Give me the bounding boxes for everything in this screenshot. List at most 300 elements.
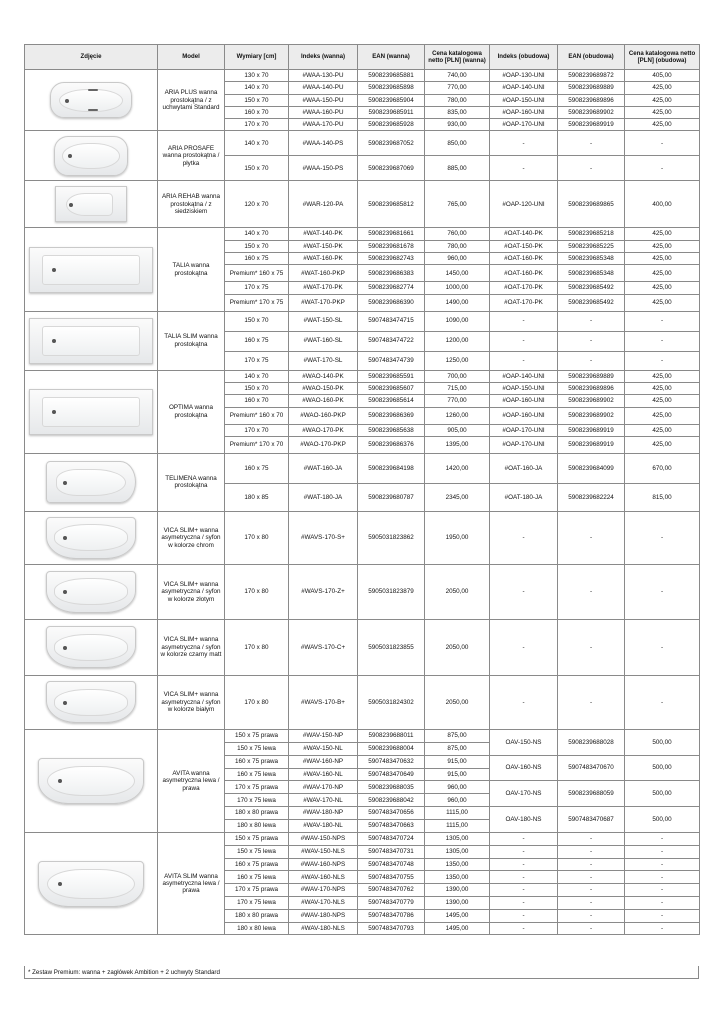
tub-index-cell: #WAV-160-NPS (289, 858, 358, 871)
product-photo-cell (25, 131, 158, 181)
panel-ean-cell: - (558, 884, 625, 897)
model-cell: TALIA wanna prostokątna (158, 228, 225, 311)
table-row (25, 832, 700, 845)
header-row (25, 45, 700, 70)
tub-ean-cell: 5908239687052 (358, 131, 425, 156)
tub-ean-cell: 5908239686369 (358, 407, 425, 424)
panel-price-cell: 425,00 (625, 106, 700, 118)
tub-ean-cell: 5905031823879 (358, 564, 425, 619)
tub-index-cell: #WAV-170-NL (289, 794, 358, 807)
tub-price-cell: 780,00 (425, 94, 490, 106)
dimensions-cell: 170 x 70 (225, 119, 289, 131)
panel-index-cell: #OAT-160-JA (490, 453, 558, 483)
tub-price-cell: 960,00 (425, 781, 490, 794)
tub-index-cell: #WAA-170-PU (289, 119, 358, 131)
tub-ean-cell: 5908239686383 (358, 265, 425, 282)
panel-ean-cell: 5908239685348 (558, 253, 625, 265)
panel-price-cell: 425,00 (625, 424, 700, 436)
tub-ean-cell: 5908239682743 (358, 253, 425, 265)
table-row (25, 453, 700, 483)
panel-index-cell: #OAP-150-UNI (490, 382, 558, 394)
table-row (25, 70, 700, 82)
panel-index-cell: #OAT-140-PK (490, 228, 558, 240)
tub-index-cell: #WAO-140-PK (289, 370, 358, 382)
panel-ean-cell: 5907483470670 (558, 755, 625, 781)
dimensions-cell: 140 x 70 (225, 228, 289, 240)
tub-price-cell: 770,00 (425, 82, 490, 94)
tub-index-cell: #WAT-170-PK (289, 282, 358, 294)
tub-price-cell: 2050,00 (425, 564, 490, 619)
dimensions-cell: 170 x 75 prawa (225, 884, 289, 897)
panel-index-cell: - (490, 156, 558, 181)
tub-ean-cell: 5908239681678 (358, 240, 425, 252)
bathtub-icon (29, 318, 153, 364)
panel-ean-cell: - (558, 871, 625, 884)
tub-price-cell: 930,00 (425, 119, 490, 131)
panel-ean-cell: - (558, 131, 625, 156)
tub-price-cell: 700,00 (425, 370, 490, 382)
panel-index-cell: - (490, 845, 558, 858)
panel-price-cell: 425,00 (625, 240, 700, 252)
drain-icon (52, 410, 56, 414)
tub-price-cell: 1420,00 (425, 453, 490, 483)
panel-index-cell: - (490, 922, 558, 935)
header-index-tub: Indeks (wanna) (289, 45, 358, 70)
tub-ean-cell: 5908239685928 (358, 119, 425, 131)
panel-price-cell: 425,00 (625, 119, 700, 131)
panel-ean-cell: - (558, 675, 625, 729)
panel-ean-cell: - (558, 858, 625, 871)
tub-index-cell: #WAVS-170-Z+ (289, 564, 358, 619)
dimensions-cell: 170 x 80 (225, 619, 289, 675)
tub-ean-cell: 5908239685614 (358, 395, 425, 407)
panel-ean-cell: - (558, 156, 625, 181)
tub-price-cell: 1490,00 (425, 294, 490, 311)
tub-ean-cell: 5908239684198 (358, 453, 425, 483)
panel-index-cell: OAV-180-NS (490, 807, 558, 833)
tub-index-cell: #WAA-140-PS (289, 131, 358, 156)
tub-price-cell: 1260,00 (425, 407, 490, 424)
panel-price-cell: 500,00 (625, 729, 700, 755)
drain-icon (52, 339, 56, 343)
dimensions-cell: 170 x 80 (225, 675, 289, 729)
panel-index-cell: #OAP-160-UNI (490, 407, 558, 424)
tub-ean-cell: 5908239685904 (358, 94, 425, 106)
dimensions-cell: 180 x 85 (225, 483, 289, 511)
panel-price-cell: 425,00 (625, 253, 700, 265)
panel-ean-cell: 5908239689872 (558, 70, 625, 82)
tub-ean-cell: 5907483470755 (358, 871, 425, 884)
bathtub-icon (46, 571, 136, 613)
panel-ean-cell: 5908239689902 (558, 106, 625, 118)
tub-index-cell: #WAV-150-NPS (289, 832, 358, 845)
tub-index-cell: #WAO-170-PK (289, 424, 358, 436)
product-photo-cell (25, 675, 158, 729)
tub-price-cell: 1390,00 (425, 884, 490, 897)
model-cell: TELIMENA wanna prostokątna (158, 453, 225, 511)
dimensions-cell: 180 x 80 lewa (225, 922, 289, 935)
dimensions-cell: 150 x 70 (225, 156, 289, 181)
panel-ean-cell: 5908239689896 (558, 382, 625, 394)
tub-price-cell: 915,00 (425, 755, 490, 768)
panel-index-cell: #OAT-170-PK (490, 282, 558, 294)
tub-price-cell: 740,00 (425, 70, 490, 82)
panel-price-cell: 400,00 (625, 181, 700, 228)
dimensions-cell: 180 x 80 prawa (225, 909, 289, 922)
panel-ean-cell: - (558, 845, 625, 858)
dimensions-cell: Premium* 160 x 75 (225, 265, 289, 282)
panel-ean-cell: 5908239689865 (558, 181, 625, 228)
panel-index-cell: - (490, 832, 558, 845)
drain-icon (52, 268, 56, 272)
tub-index-cell: #WAV-170-NPS (289, 884, 358, 897)
product-photo-cell (25, 619, 158, 675)
panel-index-cell: - (490, 675, 558, 729)
panel-index-cell: - (490, 619, 558, 675)
tub-index-cell: #WAO-170-PKP (289, 436, 358, 453)
panel-index-cell: OAV-150-NS (490, 729, 558, 755)
tub-price-cell: 835,00 (425, 106, 490, 118)
panel-price-cell: 425,00 (625, 94, 700, 106)
tub-price-cell: 885,00 (425, 156, 490, 181)
tub-ean-cell: 5907483474715 (358, 311, 425, 331)
tub-price-cell: 1250,00 (425, 351, 490, 370)
tub-index-cell: #WAO-150-PK (289, 382, 358, 394)
tub-index-cell: #WAT-150-PK (289, 240, 358, 252)
header-ean-panel: EAN (obudowa) (558, 45, 625, 70)
tub-price-cell: 1350,00 (425, 871, 490, 884)
bathtub-icon (55, 186, 127, 222)
panel-index-cell: #OAT-160-PK (490, 253, 558, 265)
panel-ean-cell: - (558, 564, 625, 619)
tub-ean-cell: 5908239682774 (358, 282, 425, 294)
tub-price-cell: 1350,00 (425, 858, 490, 871)
panel-index-cell: - (490, 884, 558, 897)
tub-price-cell: 875,00 (425, 742, 490, 755)
dimensions-cell: 150 x 75 lewa (225, 742, 289, 755)
tub-price-cell: 770,00 (425, 395, 490, 407)
product-photo-cell (25, 832, 158, 934)
tub-price-cell: 2050,00 (425, 619, 490, 675)
tub-ean-cell: 5907483470748 (358, 858, 425, 871)
dimensions-cell: 150 x 70 (225, 382, 289, 394)
tub-price-cell: 715,00 (425, 382, 490, 394)
tub-ean-cell: 5908239688035 (358, 781, 425, 794)
tub-price-cell: 760,00 (425, 228, 490, 240)
tub-price-cell: 1115,00 (425, 820, 490, 833)
panel-price-cell: 425,00 (625, 265, 700, 282)
panel-price-cell: 500,00 (625, 807, 700, 833)
model-cell: AVITA wanna asymetryczna lewa / prawa (158, 729, 225, 832)
panel-ean-cell: 5908239685492 (558, 294, 625, 311)
table-row (25, 511, 700, 564)
drain-icon (58, 882, 62, 886)
panel-ean-cell: 5908239685348 (558, 265, 625, 282)
drain-icon (63, 481, 67, 485)
panel-ean-cell: 5908239685225 (558, 240, 625, 252)
bathtub-icon (38, 861, 144, 907)
header-index-panel: Indeks (obudowa) (490, 45, 558, 70)
dimensions-cell: 160 x 75 (225, 453, 289, 483)
bathtub-icon (54, 136, 128, 176)
product-photo-cell (25, 370, 158, 453)
model-cell: VICA SLIM+ wanna asymetryczna / syfon w kolorze czarny matt (158, 619, 225, 675)
table-row (25, 131, 700, 156)
tub-price-cell: 1395,00 (425, 436, 490, 453)
panel-price-cell: - (625, 351, 700, 370)
panel-ean-cell: - (558, 896, 625, 909)
model-cell: VICA SLIM+ wanna asymetryczna / syfon w kolorze białym (158, 675, 225, 729)
tub-index-cell: #WAV-160-NP (289, 755, 358, 768)
panel-index-cell: #OAT-180-JA (490, 483, 558, 511)
tub-ean-cell: 5908239685591 (358, 370, 425, 382)
panel-price-cell: - (625, 311, 700, 331)
tub-index-cell: #WAVS-170-S+ (289, 511, 358, 564)
dimensions-cell: 150 x 75 prawa (225, 729, 289, 742)
dimensions-cell: 140 x 70 (225, 370, 289, 382)
tub-index-cell: #WAV-160-NLS (289, 871, 358, 884)
panel-price-cell: 425,00 (625, 436, 700, 453)
tub-ean-cell: 5907483470793 (358, 922, 425, 935)
panel-index-cell: OAV-160-NS (490, 755, 558, 781)
panel-index-cell: #OAP-170-UNI (490, 119, 558, 131)
tub-ean-cell: 5908239681661 (358, 228, 425, 240)
tub-ean-cell: 5907483474739 (358, 351, 425, 370)
tub-index-cell: #WAT-180-JA (289, 483, 358, 511)
panel-ean-cell: 5908239689889 (558, 370, 625, 382)
dimensions-cell: 170 x 75 lewa (225, 896, 289, 909)
panel-price-cell: - (625, 909, 700, 922)
bathtub-icon (46, 681, 136, 723)
panel-price-cell: - (625, 511, 700, 564)
panel-price-cell: - (625, 156, 700, 181)
panel-price-cell: - (625, 619, 700, 675)
tub-ean-cell: 5907483470649 (358, 768, 425, 781)
tub-index-cell: #WAA-130-PU (289, 70, 358, 82)
tub-index-cell: #WAT-170-PKP (289, 294, 358, 311)
tub-index-cell: #WAV-180-NLS (289, 922, 358, 935)
tub-price-cell: 915,00 (425, 768, 490, 781)
tub-index-cell: #WAV-150-NLS (289, 845, 358, 858)
dimensions-cell: Premium* 170 x 70 (225, 436, 289, 453)
tub-price-cell: 960,00 (425, 253, 490, 265)
tub-price-cell: 850,00 (425, 131, 490, 156)
product-photo-cell (25, 181, 158, 228)
tub-index-cell: #WAV-150-NL (289, 742, 358, 755)
bathtub-icon (38, 758, 144, 804)
tub-price-cell: 1390,00 (425, 896, 490, 909)
tub-price-cell: 1305,00 (425, 832, 490, 845)
panel-index-cell: - (490, 909, 558, 922)
panel-ean-cell: - (558, 909, 625, 922)
dimensions-cell: 160 x 75 (225, 331, 289, 351)
panel-price-cell: 425,00 (625, 407, 700, 424)
tub-ean-cell: 5908239685911 (358, 106, 425, 118)
dimensions-cell: 170 x 75 prawa (225, 781, 289, 794)
tub-price-cell: 1495,00 (425, 909, 490, 922)
tub-index-cell: #WAR-120-PA (289, 181, 358, 228)
model-cell: VICA SLIM+ wanna asymetryczna / syfon w kolorze złotym (158, 564, 225, 619)
tub-ean-cell: 5907483470762 (358, 884, 425, 897)
dimensions-cell: 130 x 70 (225, 70, 289, 82)
tub-ean-cell: 5908239685898 (358, 82, 425, 94)
panel-index-cell: #OAP-160-UNI (490, 106, 558, 118)
panel-ean-cell: - (558, 832, 625, 845)
bathtub-icon (29, 389, 153, 435)
dimensions-cell: 140 x 70 (225, 82, 289, 94)
dimensions-cell: 160 x 70 (225, 106, 289, 118)
bathtub-icon (46, 626, 136, 668)
product-photo-cell (25, 564, 158, 619)
panel-index-cell: - (490, 564, 558, 619)
panel-price-cell: - (625, 845, 700, 858)
panel-price-cell: 425,00 (625, 228, 700, 240)
tub-ean-cell: 5907483470656 (358, 807, 425, 820)
dimensions-cell: 170 x 75 lewa (225, 794, 289, 807)
tub-ean-cell: 5907483474722 (358, 331, 425, 351)
tub-index-cell: #WAO-160-PK (289, 395, 358, 407)
tub-index-cell: #WAV-180-NL (289, 820, 358, 833)
tub-index-cell: #WAV-180-NPS (289, 909, 358, 922)
tub-ean-cell: 5908239686390 (358, 294, 425, 311)
panel-ean-cell: - (558, 619, 625, 675)
tub-ean-cell: 5907483470724 (358, 832, 425, 845)
panel-ean-cell: - (558, 311, 625, 331)
tub-price-cell: 905,00 (425, 424, 490, 436)
panel-price-cell: - (625, 832, 700, 845)
panel-index-cell: - (490, 511, 558, 564)
tub-ean-cell: 5907483470632 (358, 755, 425, 768)
tub-ean-cell: 5905031823862 (358, 511, 425, 564)
header-model: Model (158, 45, 225, 70)
tub-index-cell: #WAV-150-NP (289, 729, 358, 742)
tub-index-cell: #WAA-150-PU (289, 94, 358, 106)
tub-price-cell: 960,00 (425, 794, 490, 807)
handle-icon (88, 89, 98, 91)
tub-index-cell: #WAT-160-JA (289, 453, 358, 483)
panel-price-cell: 425,00 (625, 382, 700, 394)
table-row (25, 564, 700, 619)
tub-price-cell: 875,00 (425, 729, 490, 742)
dimensions-cell: 180 x 80 lewa (225, 820, 289, 833)
product-photo-cell (25, 70, 158, 131)
table-row (25, 729, 700, 742)
model-cell: OPTIMA wanna prostokątna (158, 370, 225, 453)
panel-ean-cell: 5908239688059 (558, 781, 625, 807)
tub-ean-cell: 5908239685812 (358, 181, 425, 228)
product-photo-cell (25, 228, 158, 311)
tub-index-cell: #WAA-150-PS (289, 156, 358, 181)
header-photo: Zdjęcie (25, 45, 158, 70)
tub-ean-cell: 5908239686376 (358, 436, 425, 453)
tub-index-cell: #WAV-180-NP (289, 807, 358, 820)
panel-price-cell: - (625, 564, 700, 619)
panel-price-cell: - (625, 884, 700, 897)
tub-ean-cell: 5908239688011 (358, 729, 425, 742)
model-cell: ARIA PLUS wanna prostokątna / z uchwytami Standard (158, 70, 225, 131)
panel-index-cell: - (490, 896, 558, 909)
tub-index-cell: #WAV-170-NLS (289, 896, 358, 909)
tub-ean-cell: 5908239688042 (358, 794, 425, 807)
tub-price-cell: 780,00 (425, 240, 490, 252)
panel-ean-cell: 5908239684099 (558, 453, 625, 483)
product-photo-cell (25, 311, 158, 370)
tub-price-cell: 2050,00 (425, 675, 490, 729)
header-price-panel: Cena katalogowa netto [PLN] (obudowa) (625, 45, 700, 70)
bathtub-icon (50, 82, 132, 118)
dimensions-cell: 180 x 80 prawa (225, 807, 289, 820)
product-photo-cell (25, 729, 158, 832)
table-row (25, 619, 700, 675)
drain-icon (58, 779, 62, 783)
tub-price-cell: 2345,00 (425, 483, 490, 511)
panel-index-cell: #OAP-140-UNI (490, 370, 558, 382)
panel-index-cell: #OAT-160-PK (490, 265, 558, 282)
tub-index-cell: #WAO-160-PKP (289, 407, 358, 424)
tub-ean-cell: 5908239685881 (358, 70, 425, 82)
panel-index-cell: - (490, 331, 558, 351)
tub-ean-cell: 5907483470786 (358, 909, 425, 922)
panel-price-cell: 425,00 (625, 82, 700, 94)
tub-index-cell: #WAA-160-PU (289, 106, 358, 118)
tub-ean-cell: 5907483470779 (358, 896, 425, 909)
table-row (25, 311, 700, 331)
table-row (25, 370, 700, 382)
panel-index-cell: #OAP-170-UNI (490, 436, 558, 453)
panel-ean-cell: 5908239689902 (558, 407, 625, 424)
panel-ean-cell: 5908239689919 (558, 436, 625, 453)
tub-price-cell: 1115,00 (425, 807, 490, 820)
dimensions-cell: 160 x 75 prawa (225, 858, 289, 871)
dimensions-cell: 150 x 70 (225, 311, 289, 331)
tub-ean-cell: 5908239685638 (358, 424, 425, 436)
product-photo-cell (25, 511, 158, 564)
table-row (25, 675, 700, 729)
header-dimensions: Wymiary [cm] (225, 45, 289, 70)
tub-index-cell: #WAT-160-PK (289, 253, 358, 265)
panel-index-cell: #OAP-120-UNI (490, 181, 558, 228)
bathtub-icon (29, 247, 153, 293)
tub-ean-cell: 5908239688004 (358, 742, 425, 755)
panel-index-cell: OAV-170-NS (490, 781, 558, 807)
tub-ean-cell: 5905031823855 (358, 619, 425, 675)
tub-index-cell: #WAVS-170-C+ (289, 619, 358, 675)
panel-index-cell: - (490, 871, 558, 884)
tub-ean-cell: 5908239680787 (358, 483, 425, 511)
bathtub-icon (46, 517, 136, 559)
drain-icon (69, 203, 73, 207)
panel-ean-cell: 5908239688028 (558, 729, 625, 755)
dimensions-cell: 120 x 70 (225, 181, 289, 228)
dimensions-cell: 170 x 75 (225, 282, 289, 294)
tub-index-cell: #WAT-160-PKP (289, 265, 358, 282)
panel-index-cell: #OAT-170-PK (490, 294, 558, 311)
tub-price-cell: 1450,00 (425, 265, 490, 282)
panel-index-cell: - (490, 131, 558, 156)
panel-ean-cell: 5908239689919 (558, 424, 625, 436)
tub-price-cell: 1000,00 (425, 282, 490, 294)
tub-index-cell: #WAV-160-NL (289, 768, 358, 781)
panel-index-cell: #OAP-130-UNI (490, 70, 558, 82)
panel-price-cell: 425,00 (625, 395, 700, 407)
panel-ean-cell: 5907483470687 (558, 807, 625, 833)
dimensions-cell: 150 x 75 lewa (225, 845, 289, 858)
model-cell: ARIA REHAB wanna prostokątna / z siedziskiem (158, 181, 225, 228)
dimensions-cell: 160 x 75 (225, 253, 289, 265)
tub-price-cell: 1495,00 (425, 922, 490, 935)
dimensions-cell: Premium* 170 x 75 (225, 294, 289, 311)
panel-ean-cell: - (558, 922, 625, 935)
